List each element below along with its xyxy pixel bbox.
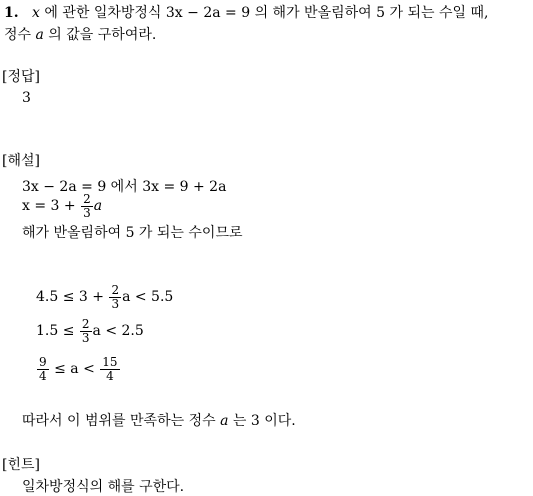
solution-step-2 (22, 193, 102, 219)
ineq1-rhs: a < 5.5 (122, 289, 174, 306)
conclusion-text-a: 따라서 이 범위를 만족하는 정수 (22, 413, 221, 429)
ineq2-denominator: 3 (81, 330, 90, 345)
conclusion-var: a (220, 413, 229, 429)
step1-eq-b: 3x = 9 + 2a (142, 179, 227, 195)
ineq3-numerator-right: 15 (102, 355, 118, 369)
problem-line-2 (4, 24, 156, 44)
problem-number: 1. (4, 5, 19, 21)
step1-text: 에서 (106, 179, 143, 195)
answer-value: 3 (22, 90, 31, 106)
hint-text: 일차방정식의 해를 구한다. (22, 479, 185, 495)
solution-step-3: 해가 반올림하여 5 가 되는 수이므로 (22, 225, 243, 241)
solution-label: [해설] (2, 153, 40, 169)
problem-line-1 (4, 2, 488, 22)
ineq3-denominator-left: 4 (39, 368, 47, 383)
problem-variable-a: a (35, 27, 44, 43)
ineq2-lhs: 1.5 ≤ (36, 323, 79, 340)
ineq3-denominator-right: 4 (106, 368, 114, 383)
ineq1-numerator: 2 (111, 283, 120, 297)
ineq1-denominator: 3 (111, 296, 120, 311)
conclusion-text-b: 는 3 이다. (228, 413, 296, 429)
ineq2-rhs: a < 2.5 (92, 323, 144, 340)
hint-label: [힌트] (2, 457, 40, 473)
inequality-1 (36, 284, 173, 310)
ineq2-numerator: 2 (81, 317, 90, 331)
step2-var: a (93, 198, 103, 215)
step2-numerator: 2 (83, 192, 91, 206)
ineq3-fraction-left (37, 356, 49, 382)
solution-conclusion (22, 410, 296, 430)
ineq3-fraction-right (100, 356, 119, 382)
problem-text-a: 에 관한 일차방정식 (39, 5, 166, 21)
answer-label: [정답] (2, 69, 40, 85)
inequality-3 (36, 356, 121, 382)
step1-eq-a: 3x − 2a = 9 (22, 179, 107, 195)
step2-denominator: 3 (83, 205, 91, 220)
problem-equation: 3x − 2a = 9 (165, 5, 251, 21)
inequality-2 (36, 318, 144, 344)
problem-text-b: 의 해가 반올림하여 5 가 되는 수일 때, (250, 5, 489, 21)
problem-text-c: 정수 (4, 27, 36, 43)
ineq3-middle: ≤ a < (49, 361, 100, 378)
ineq1-lhs: 4.5 ≤ 3 + (36, 289, 109, 306)
step2-lhs: x = 3 + (22, 198, 81, 215)
ineq1-fraction (109, 284, 121, 310)
problem-variable-x: x (31, 5, 40, 21)
ineq2-fraction (80, 318, 92, 344)
step2-fraction (81, 193, 93, 219)
problem-text-d: 의 값을 구하여라. (43, 27, 157, 43)
ineq3-numerator-left: 9 (39, 355, 47, 369)
